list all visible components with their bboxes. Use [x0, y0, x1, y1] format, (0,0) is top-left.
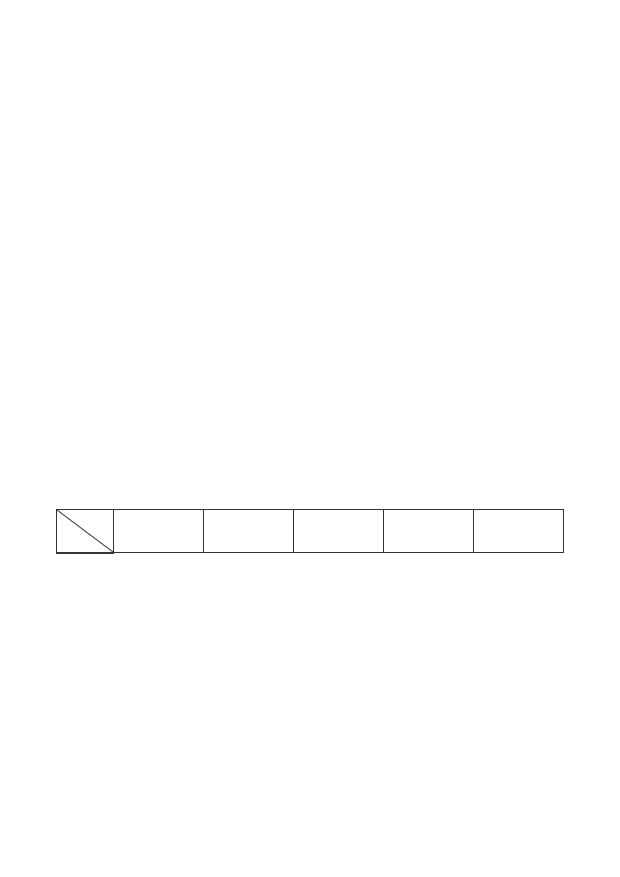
period-am	[57, 553, 114, 554]
day-header	[384, 510, 474, 553]
table-corner	[57, 510, 114, 553]
day-header	[294, 510, 384, 553]
day-header	[204, 510, 294, 553]
diagonal-line	[57, 510, 113, 552]
day-header	[114, 510, 204, 553]
clinic-schedule-table	[56, 509, 564, 554]
day-header	[474, 510, 564, 553]
